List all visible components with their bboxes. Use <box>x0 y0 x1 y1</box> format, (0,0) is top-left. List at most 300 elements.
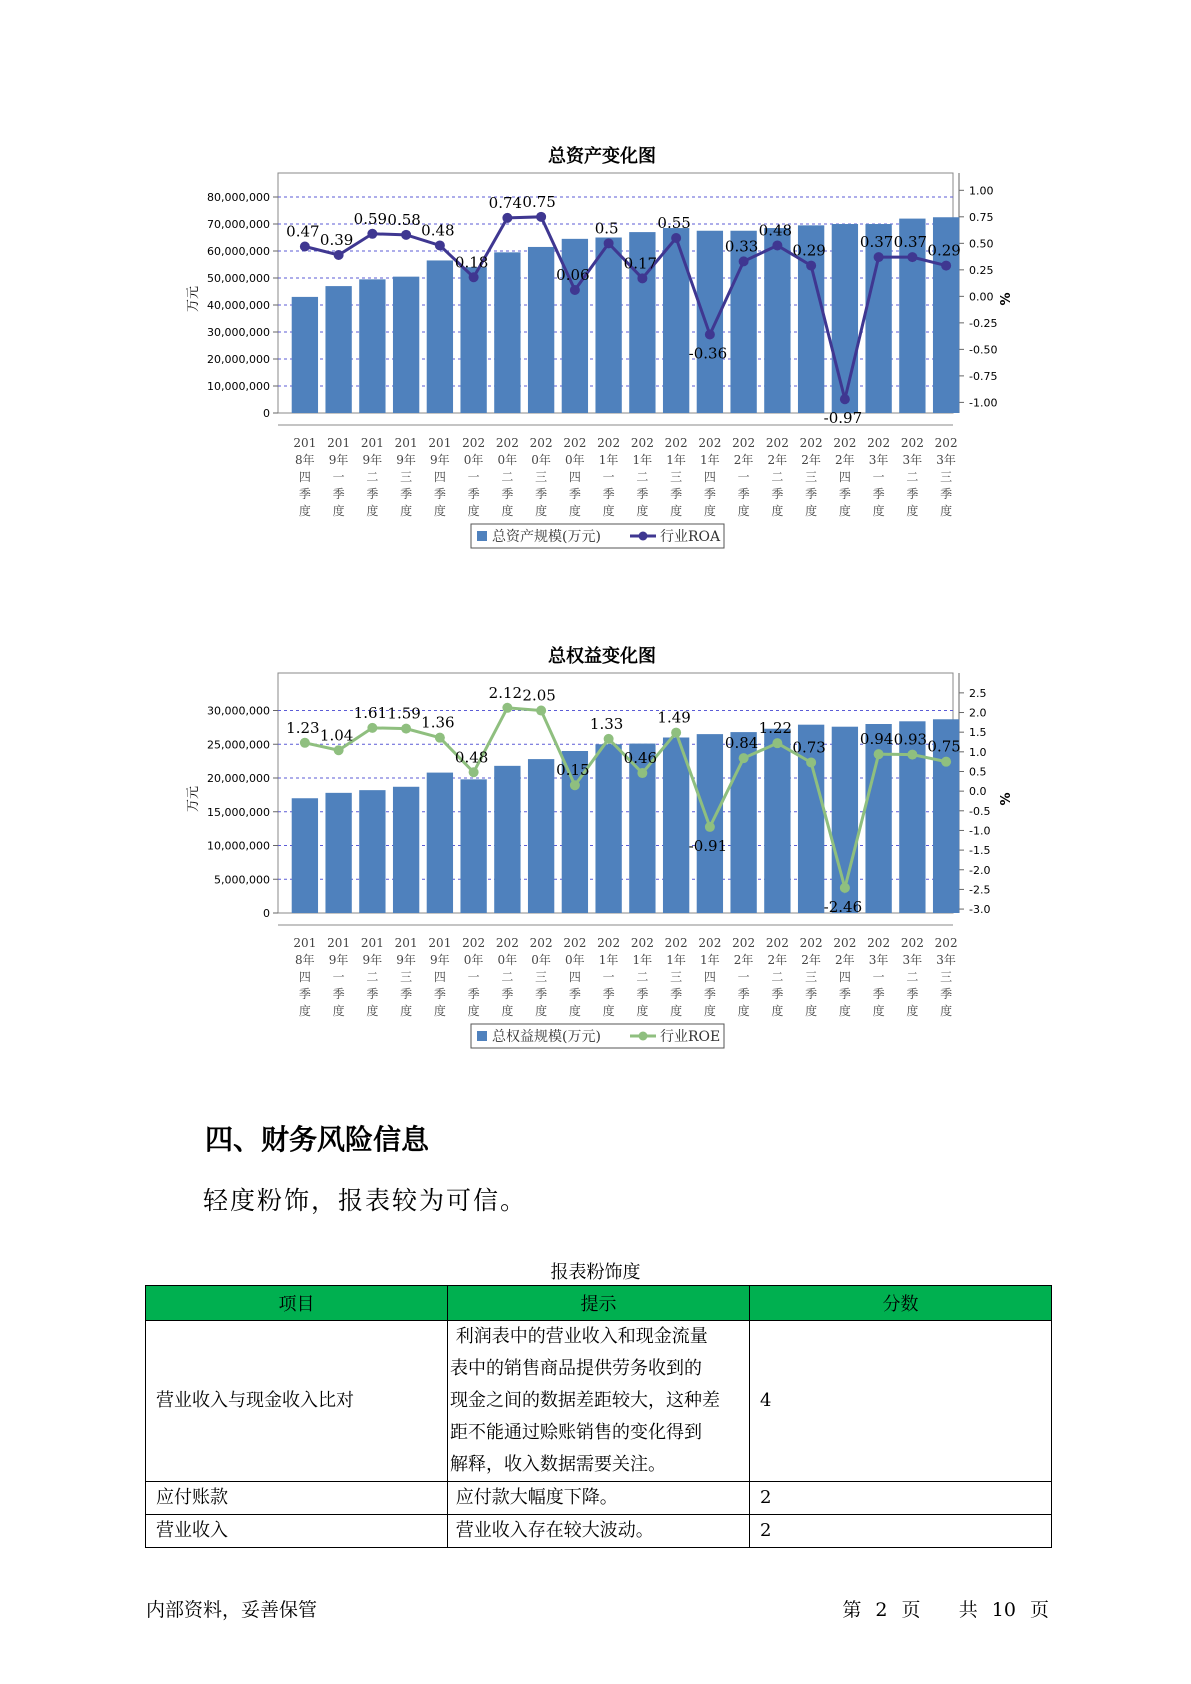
hint-line: 解释，收入数据需要关注。 <box>450 1454 666 1475</box>
x-tick-label: 季 <box>332 487 345 501</box>
x-tick-label: 2年 <box>733 453 754 467</box>
table-row <box>146 1321 1052 1482</box>
data-label: -0.97 <box>823 409 863 428</box>
x-tick-label: 一 <box>332 970 345 984</box>
x-tick-label: 201 <box>428 936 452 950</box>
right-tick-label: -0.25 <box>969 316 998 330</box>
bar <box>595 744 621 913</box>
chart-title: 总权益变化图 <box>548 646 656 667</box>
hint-line: 表中的销售商品提供劳务收到的 <box>450 1358 702 1379</box>
data-label: 1.22 <box>758 719 793 738</box>
table-header-row <box>146 1286 1052 1321</box>
x-tick-label: 季 <box>805 487 818 501</box>
table-row <box>146 1482 1052 1515</box>
legend-bar-label: 总权益规模(万元) <box>492 1029 601 1045</box>
data-label: 0.94 <box>859 730 894 749</box>
x-tick-label: 四 <box>703 970 716 984</box>
line-point <box>570 285 580 295</box>
section-heading: 四、财务风险信息 <box>205 1123 430 1156</box>
x-tick-label: 度 <box>602 504 615 518</box>
x-tick-label: 度 <box>501 504 514 518</box>
x-tick-label: 202 <box>698 436 722 450</box>
x-tick-label: 9年 <box>430 453 450 467</box>
bar <box>325 286 351 413</box>
line-point <box>300 738 310 748</box>
left-tick-label: 15,000,000 <box>207 805 270 819</box>
x-tick-label: 季 <box>400 987 413 1001</box>
bar <box>528 759 554 913</box>
line-point <box>941 757 951 767</box>
x-tick-label: 四 <box>298 970 311 984</box>
table-row <box>146 1515 1052 1548</box>
line-point <box>570 780 580 790</box>
x-tick-label: 3年 <box>868 953 889 967</box>
x-tick-label: 201 <box>360 936 384 950</box>
x-tick-label: 度 <box>838 504 851 518</box>
x-tick-label: 9年 <box>362 953 383 967</box>
line-point <box>469 272 479 282</box>
data-label: 0.06 <box>556 265 590 284</box>
data-label: 1.23 <box>286 718 320 737</box>
data-label: 2.05 <box>522 686 556 705</box>
line-point <box>705 822 715 832</box>
x-tick-label: 季 <box>838 987 851 1001</box>
right-axis-label: % <box>999 792 1014 806</box>
x-tick-label: 0年 <box>531 453 551 467</box>
x-tick-label: 四 <box>703 470 716 484</box>
bar <box>562 239 588 413</box>
data-label: 0.74 <box>488 193 523 212</box>
right-tick-label: 0.25 <box>969 263 994 277</box>
x-tick-label: 三 <box>535 970 548 984</box>
data-label: 1.36 <box>421 713 455 732</box>
row-hint <box>448 1321 750 1482</box>
line-point <box>806 757 816 767</box>
row-item: 营业收入 <box>146 1515 448 1548</box>
x-tick-label: 季 <box>602 987 615 1001</box>
bar <box>393 787 419 913</box>
data-label: 0.75 <box>522 192 556 211</box>
line-point <box>840 394 850 404</box>
data-label: 1.33 <box>589 714 624 733</box>
x-tick-label: 二 <box>366 970 379 984</box>
header-item: 项目 <box>146 1286 448 1321</box>
x-tick-label: 3年 <box>868 453 889 467</box>
legend-bar-label: 总资产规模(万元) <box>492 529 601 545</box>
x-tick-label: 度 <box>737 504 750 518</box>
x-tick-label: 2年 <box>733 953 754 967</box>
x-tick-label: 二 <box>906 970 919 984</box>
x-tick-label: 一 <box>467 970 480 984</box>
data-label: 0.17 <box>623 254 658 273</box>
data-label: 0.33 <box>724 237 759 256</box>
x-tick-label: 一 <box>332 470 345 484</box>
x-tick-label: 201 <box>394 436 418 450</box>
x-tick-label: 度 <box>906 504 919 518</box>
row-score: 2 <box>750 1515 1052 1548</box>
bar <box>325 793 351 913</box>
x-tick-label: 三 <box>940 470 953 484</box>
page-unit: 页 <box>901 1599 921 1621</box>
line-point <box>401 230 411 240</box>
x-tick-label: 0年 <box>497 953 518 967</box>
x-tick-label: 三 <box>535 470 548 484</box>
x-tick-label: 度 <box>771 1004 784 1018</box>
x-tick-label: 度 <box>906 1004 919 1018</box>
x-tick-label: 季 <box>805 987 818 1001</box>
x-tick-label: 季 <box>400 487 413 501</box>
line-point <box>604 734 614 744</box>
footer-page-info <box>842 1595 1051 1622</box>
x-tick-label: 9年 <box>396 453 416 467</box>
x-tick-label: 9年 <box>328 953 349 967</box>
x-tick-label: 四 <box>838 970 851 984</box>
left-axis-label: 万元 <box>186 285 201 313</box>
data-label: 2.12 <box>488 683 523 702</box>
x-tick-label: 一 <box>737 970 750 984</box>
line-point <box>907 252 917 262</box>
right-tick-label: 2.5 <box>969 686 987 700</box>
data-label: 1.61 <box>353 703 388 722</box>
x-tick-label: 三 <box>670 470 683 484</box>
x-tick-label: 二 <box>771 970 784 984</box>
line-point <box>536 706 546 716</box>
x-tick-label: 季 <box>636 987 649 1001</box>
x-tick-label: 一 <box>737 470 750 484</box>
x-tick-label: 四 <box>433 470 446 484</box>
x-tick-label: 三 <box>805 470 818 484</box>
legend-bar-swatch <box>477 1031 487 1041</box>
x-tick-label: 季 <box>467 487 480 501</box>
line-point <box>739 256 749 266</box>
right-tick-label: 0.75 <box>969 210 994 224</box>
left-tick-label: 20,000,000 <box>207 353 270 366</box>
line-point <box>637 273 647 283</box>
x-tick-label: 二 <box>501 470 514 484</box>
right-tick-label: 0.00 <box>969 290 994 304</box>
x-tick-label: 0年 <box>463 453 484 467</box>
x-tick-label: 2年 <box>835 953 855 967</box>
x-tick-label: 度 <box>433 504 446 518</box>
bar <box>460 779 486 913</box>
x-tick-label: 三 <box>670 970 683 984</box>
x-tick-label: 202 <box>732 936 756 950</box>
x-tick-label: 3年 <box>902 453 923 467</box>
data-label: 0.48 <box>454 748 489 767</box>
x-tick-label: 季 <box>737 987 750 1001</box>
x-tick-label: 0年 <box>565 453 585 467</box>
equity-chart <box>0 640 1191 1104</box>
hint-line: 距不能通过赊账销售的变化得到 <box>450 1422 702 1443</box>
x-tick-label: 度 <box>940 1004 953 1018</box>
x-tick-label: 0年 <box>565 953 585 967</box>
x-tick-label: 202 <box>630 936 654 950</box>
data-label: 0.5 <box>594 219 619 238</box>
line-point <box>671 728 681 738</box>
data-label: 0.58 <box>387 210 421 229</box>
data-label: 0.15 <box>556 761 590 780</box>
legend-line-marker <box>639 1032 648 1041</box>
x-tick-label: 202 <box>462 936 486 950</box>
x-tick-label: 1年 <box>700 953 720 967</box>
legend-line-label: 行业ROA <box>660 529 721 545</box>
x-tick-label: 202 <box>934 936 958 950</box>
hint-line: 营业收入存在较大波动。 <box>450 1520 654 1541</box>
x-tick-label: 度 <box>467 1004 480 1018</box>
x-tick-label: 202 <box>664 936 688 950</box>
right-tick-label: -0.5 <box>969 804 991 818</box>
right-tick-label: -1.00 <box>969 396 998 410</box>
x-tick-label: 季 <box>906 987 919 1001</box>
x-tick-label: 201 <box>327 436 351 450</box>
x-tick-label: 季 <box>501 487 514 501</box>
x-tick-label: 202 <box>597 936 621 950</box>
x-tick-label: 3年 <box>936 453 956 467</box>
data-label: 0.73 <box>792 738 826 757</box>
x-tick-label: 季 <box>568 987 581 1001</box>
line-point <box>874 749 884 759</box>
right-tick-label: 0.0 <box>969 785 987 799</box>
x-tick-label: 201 <box>293 936 317 950</box>
line-point <box>401 724 411 734</box>
left-tick-label: 40,000,000 <box>207 299 270 312</box>
row-hint <box>448 1482 750 1515</box>
line-point <box>435 240 445 250</box>
x-tick-label: 度 <box>400 1004 413 1018</box>
line-point <box>469 767 479 777</box>
line-point <box>874 252 884 262</box>
data-label: -0.36 <box>688 344 728 363</box>
x-tick-label: 一 <box>872 970 885 984</box>
right-tick-label: -1.0 <box>969 824 991 838</box>
x-tick-label: 201 <box>428 436 452 450</box>
x-tick-label: 3年 <box>936 953 956 967</box>
x-tick-label: 季 <box>703 987 716 1001</box>
x-tick-label: 0年 <box>463 953 484 967</box>
right-tick-label: 0.50 <box>969 237 994 251</box>
data-label: 0.29 <box>927 241 961 260</box>
right-tick-label: -2.0 <box>969 863 991 877</box>
left-tick-label: 60,000,000 <box>207 245 270 258</box>
left-tick-label: 10,000,000 <box>207 839 270 853</box>
x-tick-label: 201 <box>293 436 317 450</box>
bar <box>359 790 385 913</box>
data-label: -2.46 <box>823 897 863 916</box>
x-tick-label: 度 <box>568 1004 581 1018</box>
line-point <box>334 250 344 260</box>
x-tick-label: 202 <box>495 436 519 450</box>
x-tick-label: 度 <box>602 1004 615 1018</box>
left-tick-label: 50,000,000 <box>207 272 270 285</box>
legend-bar-swatch <box>477 531 487 541</box>
x-tick-label: 季 <box>872 987 885 1001</box>
x-tick-label: 度 <box>298 1004 311 1018</box>
x-tick-label: 季 <box>501 987 514 1001</box>
bar <box>494 766 520 913</box>
x-tick-label: 度 <box>805 504 818 518</box>
right-tick-label: 2.0 <box>969 706 987 720</box>
row-score: 4 <box>750 1321 1052 1482</box>
x-tick-label: 度 <box>670 504 683 518</box>
left-tick-label: 70,000,000 <box>207 218 270 231</box>
x-tick-label: 度 <box>568 504 581 518</box>
line-point <box>739 753 749 763</box>
data-label: 0.59 <box>353 209 388 228</box>
data-label: 0.37 <box>893 233 928 252</box>
x-tick-label: 202 <box>765 436 789 450</box>
x-tick-label: 季 <box>332 987 345 1001</box>
x-tick-label: 2年 <box>767 453 788 467</box>
x-tick-label: 三 <box>400 470 413 484</box>
x-tick-label: 季 <box>535 487 548 501</box>
x-tick-label: 季 <box>670 987 683 1001</box>
footer-confidential: 内部资料，妥善保管 <box>146 1599 318 1621</box>
right-tick-label: -0.75 <box>969 369 998 383</box>
line-point <box>907 750 917 760</box>
left-tick-label: 30,000,000 <box>207 326 270 339</box>
x-tick-label: 202 <box>900 436 924 450</box>
x-tick-label: 0年 <box>531 953 551 967</box>
x-tick-label: 四 <box>838 470 851 484</box>
x-tick-label: 度 <box>872 1004 885 1018</box>
x-tick-label: 202 <box>529 936 553 950</box>
x-tick-label: 201 <box>360 436 384 450</box>
data-label: 0.18 <box>454 253 489 272</box>
line-point <box>637 768 647 778</box>
x-tick-label: 202 <box>833 436 857 450</box>
data-label: 1.49 <box>657 708 691 727</box>
x-tick-label: 201 <box>327 936 351 950</box>
x-tick-label: 1年 <box>598 953 619 967</box>
x-tick-label: 201 <box>394 936 418 950</box>
x-tick-label: 9年 <box>328 453 349 467</box>
line-point <box>772 738 782 748</box>
x-tick-label: 度 <box>535 504 548 518</box>
x-tick-label: 四 <box>433 970 446 984</box>
x-tick-label: 202 <box>799 436 823 450</box>
assets-chart <box>0 140 1191 604</box>
line-point <box>604 238 614 248</box>
left-tick-label: 30,000,000 <box>207 704 270 718</box>
risk-table <box>145 1285 1052 1548</box>
x-tick-label: 三 <box>400 970 413 984</box>
header-score: 分数 <box>750 1286 1052 1321</box>
total-unit: 页 <box>1029 1599 1049 1621</box>
x-tick-label: 度 <box>366 504 379 518</box>
right-tick-label: -1.5 <box>969 844 991 858</box>
x-tick-label: 度 <box>838 1004 851 1018</box>
bar <box>460 267 486 413</box>
x-tick-label: 四 <box>568 470 581 484</box>
left-tick-label: 25,000,000 <box>207 738 270 752</box>
line-point <box>300 242 310 252</box>
data-label: 0.75 <box>927 737 961 756</box>
x-tick-label: 9年 <box>362 453 383 467</box>
assets-chart-svg <box>0 140 1191 600</box>
x-tick-label: 202 <box>698 936 722 950</box>
x-tick-label: 季 <box>298 487 311 501</box>
x-tick-label: 0年 <box>497 453 518 467</box>
x-tick-label: 度 <box>535 1004 548 1018</box>
data-label: 0.48 <box>421 221 455 240</box>
x-tick-label: 202 <box>765 936 789 950</box>
right-tick-label: 0.5 <box>969 765 987 779</box>
x-tick-label: 一 <box>872 470 885 484</box>
right-tick-label: -3.0 <box>969 903 991 917</box>
x-tick-label: 季 <box>737 487 750 501</box>
left-tick-label: 20,000,000 <box>207 772 270 785</box>
x-tick-label: 202 <box>732 436 756 450</box>
bar <box>697 231 723 413</box>
page-prefix: 第 <box>842 1599 862 1621</box>
bar <box>494 252 520 413</box>
x-tick-label: 8年 <box>295 953 315 967</box>
x-tick-label: 度 <box>332 1004 345 1018</box>
x-tick-label: 季 <box>838 487 851 501</box>
line-point <box>941 261 951 271</box>
x-tick-label: 二 <box>906 470 919 484</box>
line-point <box>502 213 512 223</box>
x-tick-label: 202 <box>563 436 587 450</box>
x-tick-label: 202 <box>867 436 891 450</box>
x-tick-label: 二 <box>636 970 649 984</box>
x-tick-label: 2年 <box>801 953 821 967</box>
row-hint <box>448 1515 750 1548</box>
x-tick-label: 度 <box>332 504 345 518</box>
line-point <box>671 233 681 243</box>
line-point <box>536 212 546 222</box>
data-label: 0.47 <box>286 222 320 241</box>
legend-line-label: 行业ROE <box>660 1029 721 1045</box>
x-tick-label: 202 <box>495 936 519 950</box>
data-label: 0.84 <box>724 734 759 753</box>
line-point <box>435 733 445 743</box>
x-tick-label: 度 <box>805 1004 818 1018</box>
x-tick-label: 四 <box>568 970 581 984</box>
x-tick-label: 202 <box>630 436 654 450</box>
x-tick-label: 202 <box>799 936 823 950</box>
x-tick-label: 二 <box>366 470 379 484</box>
line-point <box>705 330 715 340</box>
x-tick-label: 202 <box>529 436 553 450</box>
x-tick-label: 季 <box>906 487 919 501</box>
x-tick-label: 202 <box>900 936 924 950</box>
x-tick-label: 三 <box>805 970 818 984</box>
x-tick-label: 1年 <box>700 453 720 467</box>
x-tick-label: 1年 <box>666 953 686 967</box>
left-tick-label: 0 <box>263 907 270 920</box>
data-label: 1.04 <box>319 726 354 745</box>
x-tick-label: 度 <box>636 504 649 518</box>
x-tick-label: 度 <box>940 504 953 518</box>
x-tick-label: 季 <box>366 987 379 1001</box>
x-tick-label: 三 <box>940 970 953 984</box>
line-point <box>502 703 512 713</box>
bar <box>663 228 689 413</box>
bar <box>764 228 790 413</box>
hint-line: 利润表中的营业收入和现金流量 <box>450 1326 708 1347</box>
x-tick-label: 一 <box>467 470 480 484</box>
row-score: 2 <box>750 1482 1052 1515</box>
row-item: 营业收入与现金收入比对 <box>146 1321 448 1482</box>
line-point <box>334 745 344 755</box>
x-tick-label: 1年 <box>632 453 653 467</box>
x-tick-label: 季 <box>433 987 446 1001</box>
data-label: 0.39 <box>319 230 354 249</box>
x-tick-label: 度 <box>703 504 716 518</box>
left-tick-label: 80,000,000 <box>207 191 270 204</box>
x-tick-label: 202 <box>867 936 891 950</box>
